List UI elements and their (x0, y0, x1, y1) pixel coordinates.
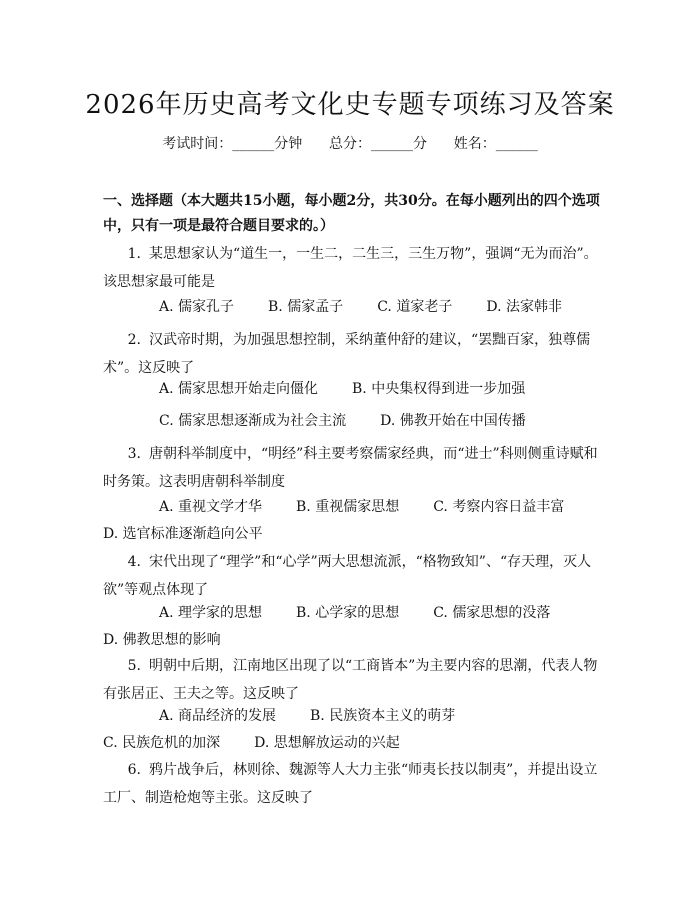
option-a: A. 儒家孔子 (159, 299, 235, 315)
score-unit: 分 (413, 136, 427, 152)
question-number: 2. (127, 332, 141, 348)
option-b: B. 儒家孟子 (268, 299, 344, 315)
option-c: C. 考察内容日益丰富 (433, 499, 565, 515)
question-number: 5. (127, 658, 141, 674)
question-stem: 汉武帝时期，为加强思想控制，采纳董仲舒的建议，“罢黜百家，独尊儒术”。这反映了 (103, 332, 591, 376)
option-a: A. 儒家思想开始走向僵化 (159, 381, 319, 397)
question-number: 4. (127, 554, 141, 570)
option-a: A. 重视文学才华 (159, 499, 263, 515)
question-6 (103, 756, 603, 812)
option-c: C. 儒家思想逐渐成为社会主流 (159, 413, 347, 429)
score-label: 总分： (329, 136, 371, 152)
question-number: 1. (127, 246, 141, 262)
question-stem: 某思想家认为“道生一，一生二，二生三，三生万物”，强调“无为而治”。该思想家最可能是 (103, 246, 598, 290)
time-blank: ______ (232, 136, 275, 152)
question-stem: 鸦片战争后，林则徐、魏源等人大力主张“师夷长技以制夷”，并提出设立工厂、制造枪炮等主张。这反映了 (103, 762, 598, 806)
question-5-options (103, 703, 603, 757)
option-d: D. 法家韩非 (486, 299, 562, 315)
option-b: B. 中央集权得到进一步加强 (352, 381, 526, 397)
option-b: B. 民族资本主义的萌芽 (310, 708, 456, 724)
option-d: D. 佛教思想的影响 (103, 632, 221, 648)
question-stem: 宋代出现了“理学”和“心学”两大思想流派，“格物致知”、“存天理，灭人欲”等观点体现了 (103, 554, 592, 598)
question-5 (103, 652, 603, 708)
question-number: 3. (127, 446, 141, 462)
section-heading: 一、选择题（本大题共15小题，每小题2分，共30分。在每小题列出的四个选项中，只有一项是最符合题目要求的。） (103, 193, 600, 234)
question-4-options (103, 600, 603, 654)
question-2 (103, 326, 603, 382)
option-c: C. 民族危机的加深 (103, 735, 221, 751)
option-c: C. 儒家思想的没落 (433, 605, 551, 621)
question-number: 6. (127, 762, 141, 778)
name-label: 姓名： (453, 136, 496, 152)
question-1 (103, 240, 603, 296)
question-stem: 唐朝科举制度中，“明经”科主要考察儒家经典，而“进士”科则侧重诗赋和时务策。这表明唐朝科举制度 (103, 446, 598, 490)
option-a: A. 理学家的思想 (159, 605, 263, 621)
question-stem: 明朝中后期，江南地区出现了以“工商皆本”为主要内容的思潮，代表人物有张居正、王夫之等。这反映了 (103, 658, 598, 702)
option-b: B. 重视儒家思想 (296, 499, 400, 515)
option-d: D. 思想解放运动的兴起 (254, 735, 400, 751)
question-4 (103, 548, 603, 604)
question-2-options (103, 376, 603, 403)
page-title: 2026年历史高考文化史专题专项练习及答案 (85, 90, 615, 120)
option-d: D. 选官标准逐渐趋向公平 (103, 526, 263, 542)
time-label: 考试时间： (162, 136, 233, 152)
question-3 (103, 440, 603, 496)
option-a: A. 商品经济的发展 (159, 708, 277, 724)
option-c: C. 道家老子 (377, 299, 453, 315)
question-3-options (103, 494, 603, 548)
question-2-options-row2 (103, 408, 603, 435)
name-blank: ______ (495, 136, 538, 152)
exam-info-line (0, 133, 700, 153)
question-1-options (103, 294, 603, 321)
option-b: B. 心学家的思想 (296, 605, 400, 621)
time-unit: 分钟 (274, 136, 303, 152)
option-d: D. 佛教开始在中国传播 (380, 413, 526, 429)
score-blank: ______ (371, 136, 413, 152)
